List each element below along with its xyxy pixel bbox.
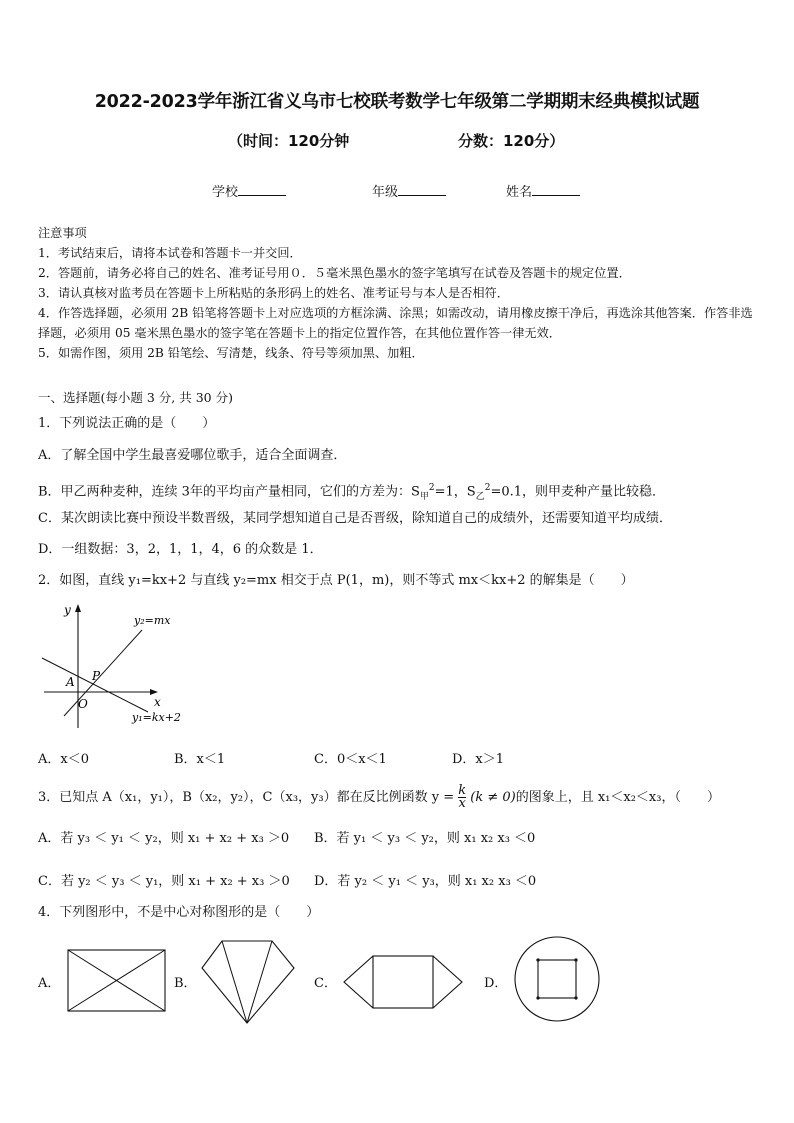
q4-figure-b: [198, 938, 298, 1026]
school-label: 学校: [212, 185, 239, 200]
notes-heading: 注意事项: [38, 226, 87, 240]
q1-option-a: A．了解全国中学生最喜爱哪位歌手，适合全面调查．: [38, 448, 347, 463]
q4-figure-a: [66, 948, 168, 1014]
name-blank[interactable]: [532, 183, 580, 196]
q2-line2-label: y₂=mx: [134, 614, 171, 627]
exam-title: 2022-2023学年浙江省义乌市七校联考数学七年级第二学期期末经典模拟试题: [94, 92, 700, 112]
note-item-5: 5．如需作图，须用 2B 铅笔绘、写清楚，线条、符号等须加黑、加粗．: [38, 346, 424, 360]
q3-stem: 3．已知点 A（x₁，y₁），B（x₂，y₂），C（x₃，y₃）都在反比例函数 y = $\frac{k}{x}$ (k ≠ 0)的图象上，且 x₁＜x₂＜x₃，（ ）: [38, 783, 720, 811]
q2-line-y1: [42, 658, 148, 712]
q3-option-b: B．若 y₁ ＜ y₃ ＜ y₂，则 x₁ x₂ x₃ ＜0: [314, 831, 536, 846]
q4-label-a: A．: [38, 976, 61, 991]
grade-field[interactable]: [372, 181, 446, 200]
q3-fraction: $\frac{k}{x}$: [458, 783, 467, 811]
note-item-2: 2．答题前，请务必将自己的姓名、准考证号用０．５毫米黑色墨水的签字笔填写在试卷及答题卡的规定位置．: [38, 266, 631, 280]
q4-stem: 4．下列图形中，不是中心对称图形的是（ ）: [38, 905, 320, 920]
q4-label-b: B．: [174, 976, 197, 991]
name-field[interactable]: [506, 181, 580, 200]
grade-blank[interactable]: [398, 183, 446, 196]
q2-option-a: A．x＜0: [38, 752, 89, 767]
note-item-3: 3．请认真核对监考员在答题卡上所粘贴的条形码上的姓名、准考证号与本人是否相符．: [38, 286, 509, 300]
q1-option-c: C．某次朗读比赛中预设半数晋级，某同学想知道自己是否晋级，除知道自己的成绩外，还需要知道平均成绩．: [38, 511, 672, 526]
q4-label-d: D．: [484, 976, 508, 991]
note-item-1: 1．考试结束后，请将本试卷和答题卡一并交回．: [38, 246, 302, 260]
score-info: 分数：120分）: [458, 132, 565, 150]
q4-label-c: C．: [314, 976, 337, 991]
q2-y-arrow: [75, 604, 81, 612]
q3-option-d: D．若 y₂ ＜ y₁ ＜ y₃，则 x₁ x₂ x₃ ＜0: [314, 874, 537, 889]
q2-origin-label: O: [78, 697, 88, 711]
grade-label: 年级: [372, 185, 399, 200]
q1-option-b: B．甲乙两种麦种，连续 3年的平均亩产量相同，它们的方差为：$S_甲^2=1$，$S_乙^2=0.1$，则甲麦种产量比较稳．: [38, 483, 666, 502]
notes-block: [38, 223, 758, 363]
note-item-4: 4．作答选择题，必须用 2B 铅笔将答题卡上对应选项的方框涂满、涂黑；如需改动，请用橡皮擦干净后，再选涂其他答案．作答非选择题，必须用 05 毫米黑色墨水的签字笔在答题卡上的指定位置作答，在其他位置作答一律无效．: [38, 306, 753, 340]
q1-stem: 1．下列说法正确的是（ ）: [38, 416, 216, 431]
q2-y-label: y: [64, 603, 71, 617]
q2-point-a-label: A: [66, 675, 75, 689]
q2-line1-label: y₁=kx+2: [132, 711, 181, 724]
q2-option-c: C．0＜x＜1: [314, 752, 387, 767]
school-field[interactable]: [212, 181, 286, 200]
name-label: 姓名: [506, 185, 533, 200]
q2-stem: 2．如图，直线 y₁=kx+2 与直线 y₂=mx 相交于点 P(1，m)，则不等式 mx＜kx+2 的解集是（ ）: [38, 573, 634, 588]
q4-figure-d: [512, 934, 602, 1024]
q3-option-a: A．若 y₃ ＜ y₁ ＜ y₂，则 x₁ + x₂ + x₃ ＞0: [38, 831, 290, 846]
q1-option-d: D．一组数据：3，2，1，1，4，6 的众数是 1．: [38, 542, 323, 557]
q2-point-p-label: P: [92, 669, 101, 683]
school-blank[interactable]: [238, 183, 286, 196]
q2-option-b: B．x＜1: [174, 752, 226, 767]
time-info: （时间：120分钟: [228, 132, 350, 150]
q4-figure-c: [340, 952, 466, 1012]
q2-graph: [36, 600, 206, 730]
section-heading: 一、选择题(每小题 3 分, 共 30 分): [38, 390, 233, 405]
q2-x-label: x: [154, 695, 161, 709]
q2-option-d: D．x＞1: [452, 752, 505, 767]
q3-option-c: C．若 y₂ ＜ y₃ ＜ y₁，则 x₁ + x₂ + x₃ ＞0: [38, 874, 290, 889]
